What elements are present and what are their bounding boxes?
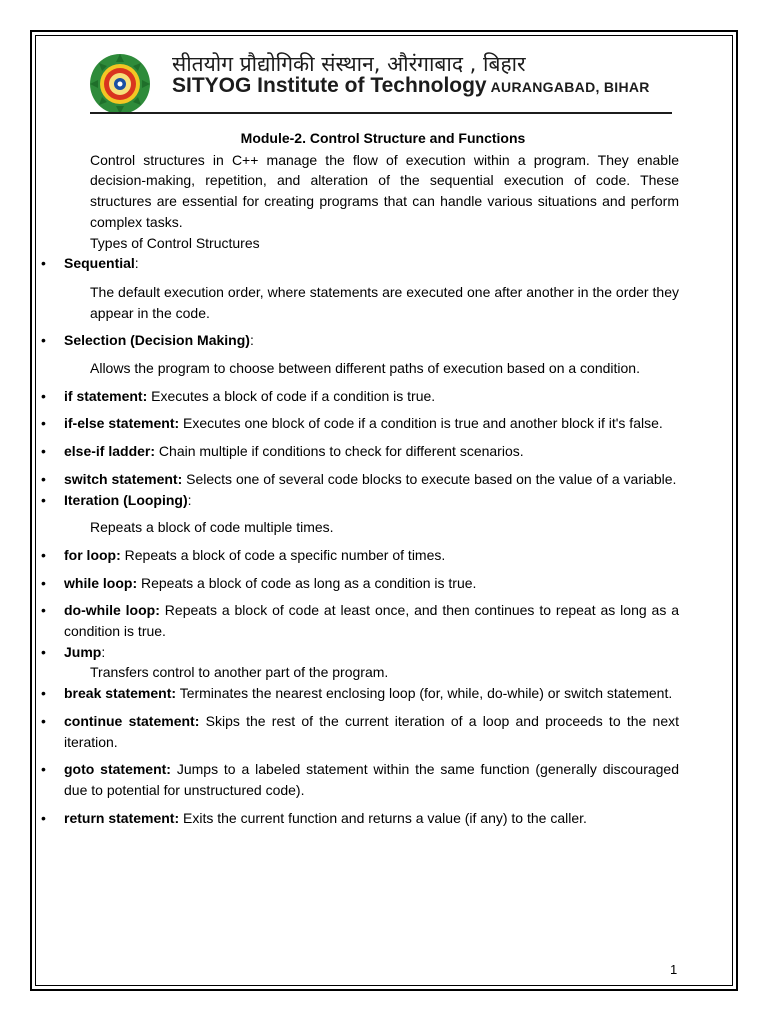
institute-header <box>88 50 678 114</box>
header-divider <box>90 112 672 114</box>
module-title: Module-2. Control Structure and Functions <box>240 130 526 146</box>
list-item-goto: • goto statement: Jumps to a labeled statement within the same function (generally discouraged due to potential for unstructured code). <box>41 761 679 798</box>
item-label: Iteration (Looping) <box>64 491 188 508</box>
list-item-break: • break statement: Terminates the nearest enclosing loop (for, while, do-while) or switch statement. <box>41 685 673 702</box>
intro-paragraph: Control structures in C++ manage the flow of execution within a program. They enable decision-making, repetition, and alteration of the sequential execution of code. These structures are essential for creating programs that can handle various situations and perform complex tasks. <box>90 151 679 230</box>
list-item-selection: • Selection (Decision Making): <box>41 332 254 349</box>
list-item-if: • if statement: Executes a block of code if a condition is true. <box>41 387 436 404</box>
document-body <box>37 128 679 828</box>
types-heading: Types of Control Structures <box>90 234 260 251</box>
list-item-do-while: • do-while loop: Repeats a block of code at least once, and then continues to repeat as long as a condition is true. <box>41 602 680 640</box>
institute-name: SITYOG Institute of Technology <box>172 74 487 97</box>
institute-name-hindi: सीतयोग प्रौद्योगिकी संस्थान, औरंगाबाद , बिहार <box>172 52 526 76</box>
sequential-description: The default execution order, where statements are executed one after another in the order they appear in the code. <box>90 283 679 321</box>
list-item-for: • for loop: Repeats a block of code a specific number of times. <box>41 546 446 563</box>
list-item-switch: • switch statement: Selects one of several code blocks to execute based on the value of a variable. <box>41 470 677 487</box>
list-item-jump: • Jump: <box>41 643 106 660</box>
item-label: Jump <box>64 643 102 660</box>
selection-description: Allows the program to choose between different paths of execution based on a condition. <box>90 360 640 377</box>
list-item-sequential: • Sequential: <box>37 253 679 274</box>
list-item-continue: • continue statement: Skips the rest of the current iteration of a loop and proceeds to the next iteration. <box>41 712 680 750</box>
institute-logo-icon <box>88 52 152 116</box>
list-item-else-if: • else-if ladder: Chain multiple if conditions to check for different scenarios. <box>41 443 524 460</box>
bullet: • <box>41 255 46 272</box>
list-item-iteration: • Iteration (Looping): <box>41 491 192 508</box>
list-item-return: • return statement: Exits the current function and returns a value (if any) to the caller. <box>41 809 587 826</box>
item-label: Sequential <box>64 255 135 272</box>
page-number: 1 <box>670 962 678 977</box>
list-item-if-else: • if-else statement: Executes one block of code if a condition is true and another block if it's false. <box>41 415 663 432</box>
iteration-description: Repeats a block of code multiple times. <box>90 519 334 536</box>
list-item-while: • while loop: Repeats a block of code as long as a condition is true. <box>41 574 477 591</box>
item-label: Selection (Decision Making) <box>64 332 250 349</box>
jump-description: Transfers control to another part of the program. <box>90 664 389 681</box>
institute-location: AURANGABAD, BIHAR <box>490 79 650 95</box>
institute-name-english <box>172 74 650 98</box>
